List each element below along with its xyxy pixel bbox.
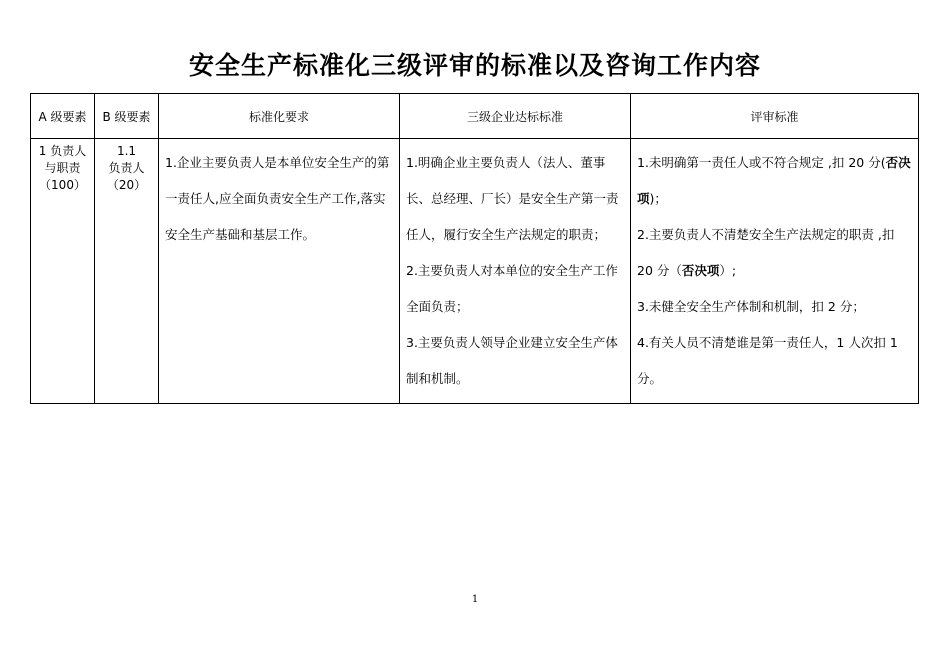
- standard-item: 2.主要负责人对本单位的安全生产工作全面负责；: [406, 263, 618, 314]
- review-item-text: )；: [649, 191, 667, 206]
- header-level3-standard: 三级企业达标标准: [400, 94, 631, 139]
- review-item: [637, 145, 913, 217]
- b-element-line: 1.1: [116, 144, 137, 158]
- header-a-element: A 级要素: [31, 94, 95, 139]
- review-item: [637, 289, 913, 325]
- veto-label: 否决项: [637, 155, 911, 206]
- cell-requirement: [159, 139, 400, 404]
- table-row: [31, 139, 919, 404]
- cell-a-element: [31, 139, 95, 404]
- a-element-line: 1 负责人: [38, 144, 87, 158]
- review-item-text: ）;: [719, 263, 737, 278]
- veto-label: 否决项: [681, 263, 720, 278]
- cell-review-standard: [631, 139, 919, 404]
- standard-item: 1.明确企业主要负责人（法人、董事长、总经理、厂长）是安全生产第一责任人，履行安全生产法规定的职责；: [406, 155, 619, 242]
- table-header-row: [31, 94, 919, 139]
- review-item: [637, 325, 913, 397]
- b-element-line: （20）: [106, 178, 147, 192]
- header-requirement: 标准化要求: [159, 94, 400, 139]
- review-item: [637, 217, 913, 289]
- a-element-line: （100）: [39, 178, 86, 192]
- b-element-line: 负责人: [108, 161, 145, 175]
- review-item-text: 1.未明确第一责任人或不符合规定 ,扣 20 分(: [637, 155, 886, 170]
- review-item-text: 3.未健全安全生产体制和机制，扣 2 分；: [637, 299, 865, 314]
- page-number: 1: [471, 594, 479, 605]
- standard-item: 3.主要负责人领导企业建立安全生产体制和机制。: [406, 335, 618, 386]
- header-b-element: B 级要素: [95, 94, 159, 139]
- cell-b-element: [95, 139, 159, 404]
- a-element-line: 与职责: [44, 161, 81, 175]
- cell-level3-standard: [400, 139, 631, 404]
- review-item-text: 2.主要负责人不清楚安全生产法规定的职责 ,扣 20 分（: [637, 227, 895, 278]
- header-review-standard: 评审标准: [631, 94, 919, 139]
- document-title: 安全生产标准化三级评审的标准以及咨询工作内容: [188, 51, 761, 80]
- review-item-text: 4.有关人员不清楚谁是第一责任人，1 人次扣 1 分。: [637, 335, 898, 386]
- standards-table: [30, 93, 919, 404]
- requirement-text: 1.企业主要负责人是本单位安全生产的第一责任人,应全面负责安全生产工作,落实安全生产基础和基层工作。: [165, 155, 390, 242]
